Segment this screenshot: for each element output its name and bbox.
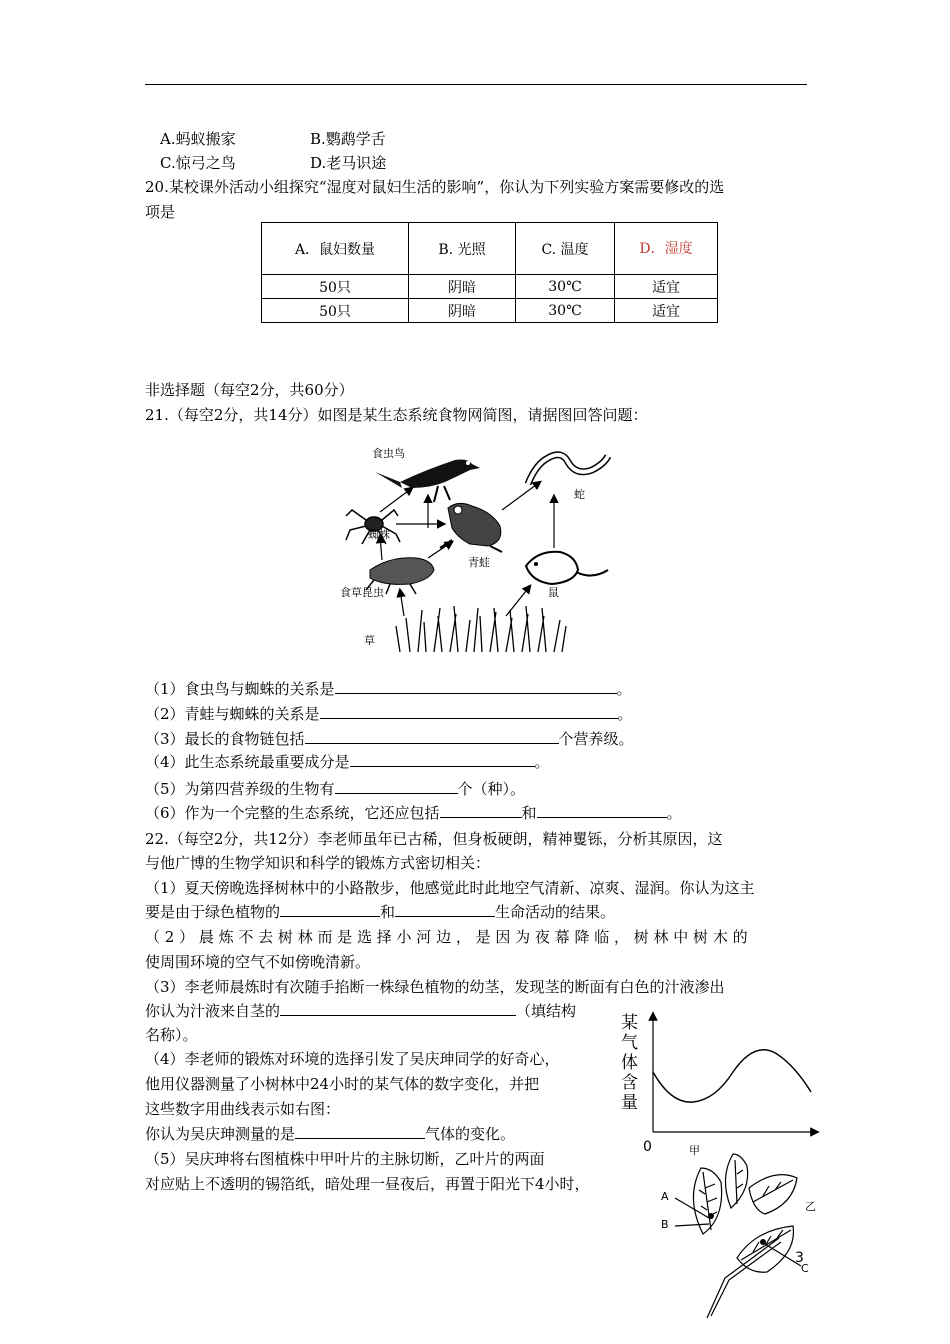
q22-p1-line1: （1）夏天傍晚选择树林中的小路散步，他感觉此时此地空气清新、凉爽、湿润。你认为这主 (145, 879, 755, 897)
q22-intro-1: 22.（每空2分，共12分）李老师虽年已古稀，但身板硬朗，精神矍铄，分析其原因，这 (145, 830, 723, 848)
table-cell: 30℃ (516, 275, 615, 299)
graph-ylabel (621, 1013, 638, 1113)
q21-item-6: （6）作为一个完整的生态系统，它还应包括 和 。 (145, 804, 682, 822)
q22-p3-line2: 你认为汁液来自茎的 （填结构 (145, 1002, 577, 1020)
table-cell: 50只 (262, 275, 409, 299)
q22-p5-line1: （5）吴庆珅将右图植株中甲叶片的主脉切断，乙叶片的两面 (145, 1150, 545, 1168)
table-header: C. 温度 (516, 223, 615, 275)
q21-item-3: （3）最长的食物链包括 个营养级。 (145, 730, 634, 748)
label-c: C (801, 1262, 809, 1275)
answer-blank[interactable] (395, 902, 495, 917)
bird-drawing (375, 460, 480, 503)
option-b: B.鹦鹉学舌 (310, 130, 386, 148)
q21-item-1: （1）食虫鸟与蜘蛛的关系是 。 (145, 680, 632, 698)
table-cell: 适宜 (615, 299, 718, 323)
table-cell: 适宜 (615, 275, 718, 299)
q22-p4-line2: 他用仪器测量了小树林中24小时的某气体的数字变化，并把 (145, 1075, 540, 1093)
answer-blank[interactable] (537, 803, 667, 818)
answer-blank[interactable] (335, 779, 458, 794)
q21-item-2: （2）青蛙与蜘蛛的关系是 。 (145, 705, 633, 723)
answer-blank[interactable] (440, 803, 522, 818)
label-a: A (661, 1190, 669, 1203)
point-a-dot (708, 1213, 714, 1219)
q22-p4-line4: 你认为吴庆珅测量的是 气体的变化。 (145, 1125, 516, 1143)
q20-line1: 20.某校课外活动小组探究“湿度对鼠妇生活的影响”，你认为下列实验方案需要修改的选 (145, 178, 725, 196)
table-header: A．鼠妇数量 (262, 223, 409, 275)
answer-blank[interactable] (320, 704, 618, 719)
svg-text:某: 某 (621, 1013, 638, 1033)
answer-blank[interactable] (295, 1124, 425, 1139)
table-cell: 50只 (262, 299, 409, 323)
q22-p3-line3: 名称）。 (145, 1026, 198, 1044)
q21-item-4: （4）此生态系统最重要成分是 。 (145, 753, 550, 771)
option-a: A.蚂蚁搬家 (160, 130, 236, 148)
point-c-dot (760, 1239, 766, 1245)
q22-p5-line2: 对应贴上不透明的锡箔纸，暗处理一昼夜后，再置于阳光下4小时， (145, 1175, 590, 1193)
graph-origin: 0 (643, 1139, 652, 1155)
option-c: C.惊弓之鸟 (160, 154, 236, 172)
label-mouse: 鼠 (548, 586, 559, 599)
table-cell: 阴暗 (409, 299, 516, 323)
answer-blank[interactable] (280, 902, 380, 917)
grass-drawing (396, 606, 566, 652)
table-cell: 30℃ (516, 299, 615, 323)
q20-line2: 项是 (145, 203, 176, 221)
svg-text:量: 量 (621, 1093, 638, 1113)
experiment-table (261, 222, 718, 323)
page-number: 3 (795, 1250, 804, 1266)
snake-drawing (528, 455, 608, 484)
plant-diagram (655, 1138, 825, 1323)
label-snake: 蛇 (574, 488, 585, 501)
answer-blank[interactable] (280, 1001, 516, 1016)
label-jia: 甲 (689, 1144, 700, 1157)
q21-item-5: （5）为第四营养级的生物有 个（种）。 (145, 780, 526, 798)
label-yi: 乙 (805, 1200, 816, 1213)
svg-text:体: 体 (621, 1053, 638, 1073)
q21-intro: 21.（每空2分，共14分）如图是某生态系统食物网简图，请据图回答问题： (145, 406, 648, 424)
svg-text:气: 气 (621, 1033, 638, 1053)
frog-drawing (440, 503, 502, 552)
plant-drawing (675, 1154, 801, 1318)
section-title: 非选择题（每空2分，共60分） (145, 381, 354, 399)
food-web-diagram (340, 430, 625, 652)
q22-intro-2: 与他广博的生物学知识和科学的锻炼方式密切相关： (145, 854, 491, 872)
table-cell: 阴暗 (409, 275, 516, 299)
q22-p2-line2: 使周围环境的空气不如傍晚清新。 (145, 953, 371, 971)
label-bird: 食虫鸟 (372, 447, 405, 460)
q22-p4-line3: 这些数字用曲线表示如右图： (145, 1100, 341, 1118)
label-frog: 青蛙 (468, 556, 490, 569)
header-rule (145, 84, 807, 85)
gas-curve-graph (615, 1010, 820, 1155)
q22-p3-line1: （3）李老师晨炼时有次随手掐断一株绿色植物的幼茎，发现茎的断面有白色的汁液渗出 (145, 978, 725, 996)
q22-p1-line2: 要是由于绿色植物的 和 生命活动的结果。 (145, 903, 616, 921)
answer-blank[interactable] (335, 679, 617, 694)
answer-blank[interactable] (305, 729, 559, 744)
q22-p4-line1: （4）李老师的锻炼对环境的选择引发了吴庆珅同学的好奇心， (145, 1050, 560, 1068)
option-d: D.老马识途 (310, 154, 387, 172)
mouse-drawing (526, 552, 608, 584)
svg-text:含: 含 (621, 1073, 638, 1093)
label-insect: 食草昆虫 (340, 586, 384, 599)
q22-p2-line1: （ 2 ） 晨 炼 不 去 树 林 而 是 选 择 小 河 边 ， 是 因 为 夜 幕 降 临 ， 树 林 中 树 木 的 (145, 928, 748, 946)
table-header: B. 光照 (409, 223, 516, 275)
answer-blank[interactable] (350, 752, 535, 767)
label-b: B (661, 1218, 669, 1231)
graph-curve (653, 1050, 811, 1102)
label-spider: 蜘蛛 (368, 528, 390, 541)
food-web-arrows (380, 482, 554, 616)
label-grass: 草 (364, 634, 375, 647)
table-header: D．湿度 (615, 223, 718, 275)
